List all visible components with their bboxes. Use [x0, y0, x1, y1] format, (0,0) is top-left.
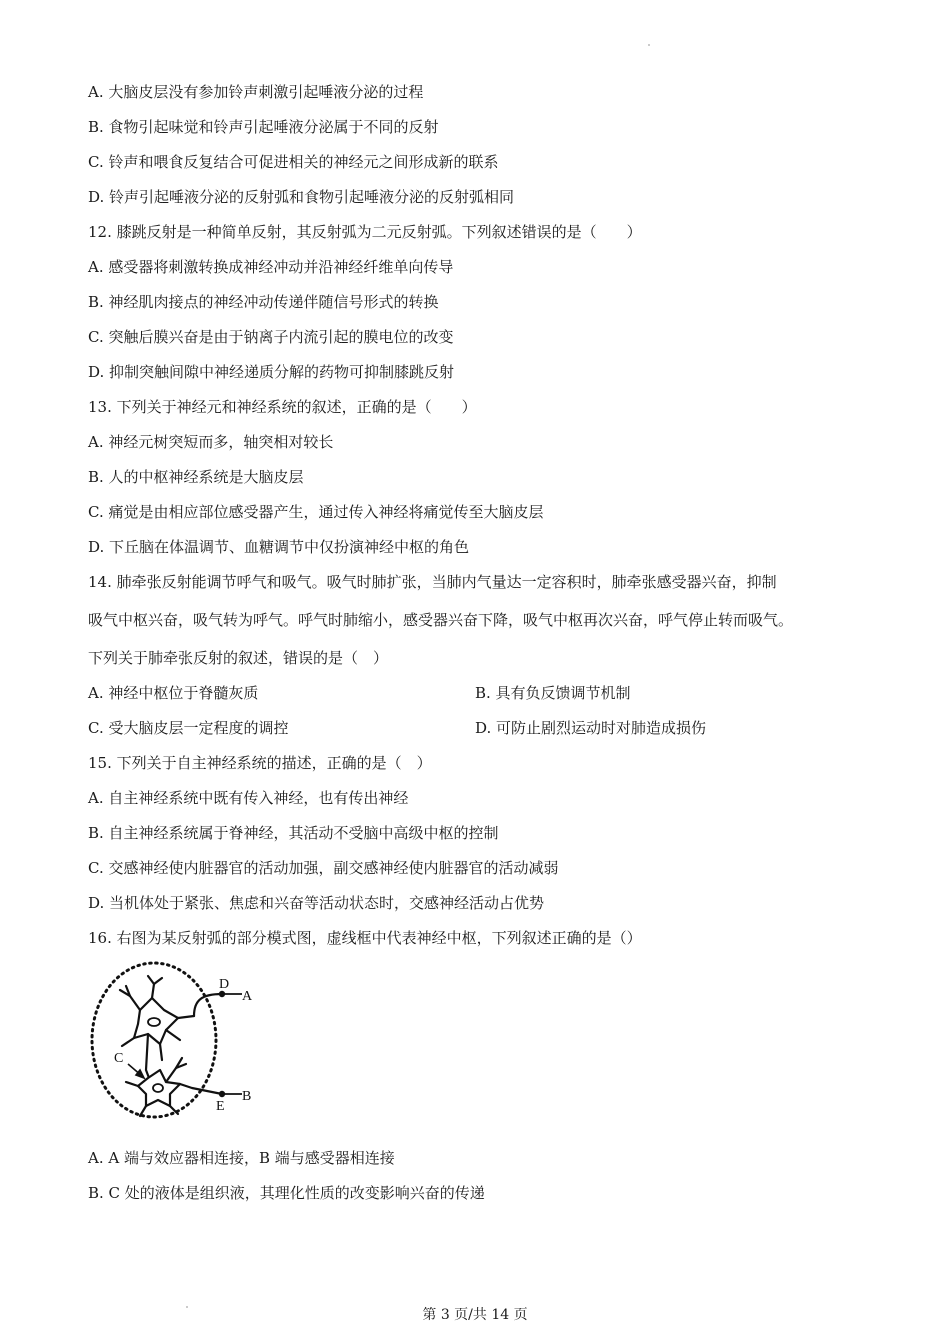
q16-stem: 16. 右图为某反射弧的部分模式图，虚线框中代表神经中枢，下列叙述正确的是（）: [88, 929, 642, 947]
q13-stem: 13. 下列关于神经元和神经系统的叙述，正确的是（ ）: [88, 398, 477, 416]
label-e: E: [216, 1099, 225, 1114]
lower-neuron: [126, 1058, 222, 1116]
q11-option-d: D. 铃声引起唾液分泌的反射弧和食物引起唾液分泌的反射弧相同: [88, 188, 515, 206]
q13-option-a: A. 神经元树突短而多，轴突相对较长: [88, 433, 334, 451]
q11-option-c: C. 铃声和喂食反复结合可促进相关的神经元之间形成新的联系: [88, 153, 499, 171]
q12-stem: 12. 膝跳反射是一种简单反射，其反射弧为二元反射弧。下列叙述错误的是（ ）: [88, 223, 642, 241]
q11-option-a: A. 大脑皮层没有参加铃声刺激引起唾液分泌的过程: [88, 83, 424, 101]
q12-option-b: B. 神经肌肉接点的神经冲动传递伴随信号形式的转换: [88, 293, 439, 311]
q15-option-b: B. 自主神经系统属于脊神经，其活动不受脑中高级中枢的控制: [88, 824, 499, 842]
q15-option-a: A. 自主神经系统中既有传入神经，也有传出神经: [88, 789, 409, 807]
q13-option-b: B. 人的中枢神经系统是大脑皮层: [88, 468, 304, 486]
label-c: C: [114, 1051, 124, 1066]
reflex-arc-figure: [82, 960, 272, 1125]
q16-option-b: B. C 处的液体是组织液，其理化性质的改变影响兴奋的传递: [88, 1184, 485, 1202]
q14-stem-line-3: 下列关于肺牵张反射的叙述，错误的是（ ）: [88, 649, 389, 667]
arrow-c: [128, 1064, 144, 1078]
q15-option-d: D. 当机体处于紧张、焦虑和兴奋等活动状态时，交感神经活动占优势: [88, 894, 545, 912]
q12-option-c: C. 突触后膜兴奋是由于钠离子内流引起的膜电位的改变: [88, 328, 454, 346]
q12-option-d: D. 抑制突触间隙中神经递质分解的药物可抑制膝跳反射: [88, 363, 455, 381]
q12-option-a: A. 感受器将刺激转换成神经冲动并沿神经纤维单向传导: [88, 258, 454, 276]
q14-option-c: C. 受大脑皮层一定程度的调控: [88, 719, 289, 737]
q14-stem-line-1: 14. 肺牵张反射能调节呼气和吸气。吸气时肺扩张，当肺内气量达一定容积时，肺牵张感受器兴奋，抑制: [88, 573, 777, 591]
q16-option-a: A. A 端与效应器相连接，B 端与感受器相连接: [88, 1149, 395, 1167]
q14-option-b: B. 具有负反馈调节机制: [475, 684, 631, 702]
q15-stem: 15. 下列关于自主神经系统的描述，正确的是（ ）: [88, 754, 432, 772]
q14-stem-line-2: 吸气中枢兴奋，吸气转为呼气。呼气时肺缩小，感受器兴奋下降，吸气中枢再次兴奋，呼气停止转而吸气。: [88, 611, 794, 629]
q11-option-b: B. 食物引起味觉和铃声引起唾液分泌属于不同的反射: [88, 118, 439, 136]
label-d: D: [219, 977, 230, 992]
q15-option-c: C. 交感神经使内脏器官的活动加强，副交感神经使内脏器官的活动减弱: [88, 859, 559, 877]
q13-option-d: D. 下丘脑在体温调节、血糖调节中仅扮演神经中枢的角色: [88, 538, 470, 556]
q13-option-c: C. 痛觉是由相应部位感受器产生，通过传入神经将痛觉传至大脑皮层: [88, 503, 544, 521]
speck-mark: [648, 44, 650, 46]
page-footer: 第 3 页/共 14 页: [422, 1307, 528, 1323]
label-b: B: [242, 1089, 252, 1104]
label-a: A: [242, 989, 253, 1004]
q14-option-d: D. 可防止剧烈运动时对肺造成损伤: [475, 719, 707, 737]
q14-option-a: A. 神经中枢位于脊髓灰质: [88, 684, 259, 702]
